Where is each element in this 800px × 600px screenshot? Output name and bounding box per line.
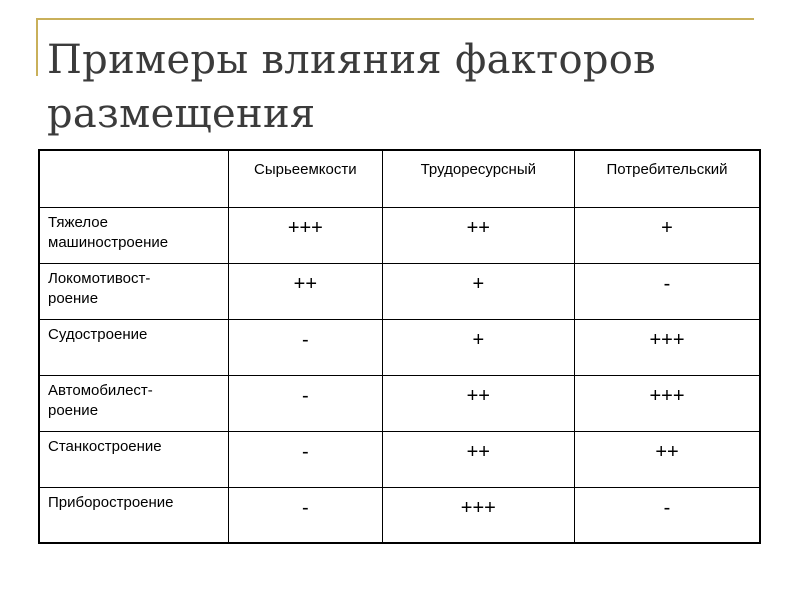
table-row (39, 263, 760, 319)
industry-name-line-1: Приборостроение (48, 493, 174, 511)
labor-rating: + (382, 319, 574, 375)
consumer-rating: - (575, 263, 761, 319)
raw-materials-rating: - (229, 431, 383, 487)
industry-name-line-1: Автомобилест- (48, 381, 153, 399)
labor-rating: ++ (382, 375, 574, 431)
industry-cell (39, 319, 229, 375)
raw-materials-rating: ++ (229, 263, 383, 319)
table-row (39, 375, 760, 431)
labor-rating: ++ (382, 431, 574, 487)
header-labor: Трудоресурсный (382, 150, 574, 207)
accent-rule-top (37, 18, 754, 20)
raw-materials-rating: - (229, 375, 383, 431)
header-consumer: Потребительский (575, 150, 761, 207)
header-raw-materials: Сырьеемкости (229, 150, 383, 207)
table-row (39, 431, 760, 487)
industry-name-line-1: Локомотивост- (48, 269, 151, 287)
consumer-rating: +++ (575, 319, 761, 375)
accent-rule-left (36, 18, 38, 76)
industry-name-line-2: роение (48, 401, 99, 419)
table-row (39, 319, 760, 375)
industry-cell (39, 487, 229, 543)
table-row (39, 487, 760, 543)
consumer-rating: ++ (575, 431, 761, 487)
industry-cell (39, 263, 229, 319)
table-row (39, 207, 760, 263)
factors-table (38, 149, 761, 544)
raw-materials-rating: +++ (229, 207, 383, 263)
raw-materials-rating: - (229, 319, 383, 375)
industry-name-line-2: роение (48, 289, 99, 307)
industry-name-line-1: Станкостроение (48, 437, 162, 455)
table-header-row (39, 150, 760, 207)
consumer-rating: - (575, 487, 761, 543)
consumer-rating: +++ (575, 375, 761, 431)
consumer-rating: + (575, 207, 761, 263)
header-corner-cell (39, 150, 229, 207)
raw-materials-rating: - (229, 487, 383, 543)
industry-cell (39, 431, 229, 487)
industry-name-line-2: машиностроение (48, 233, 169, 251)
labor-rating: ++ (382, 207, 574, 263)
slide-title (47, 33, 747, 141)
industry-name-line-1: Тяжелое (48, 213, 108, 231)
industry-cell (39, 375, 229, 431)
slide-title-line-2: размещения (47, 91, 316, 137)
labor-rating: + (382, 263, 574, 319)
industry-cell (39, 207, 229, 263)
slide-title-line-1: Примеры влияния факторов (47, 37, 656, 83)
industry-name-line-1: Судостроение (48, 325, 148, 343)
labor-rating: +++ (382, 487, 574, 543)
